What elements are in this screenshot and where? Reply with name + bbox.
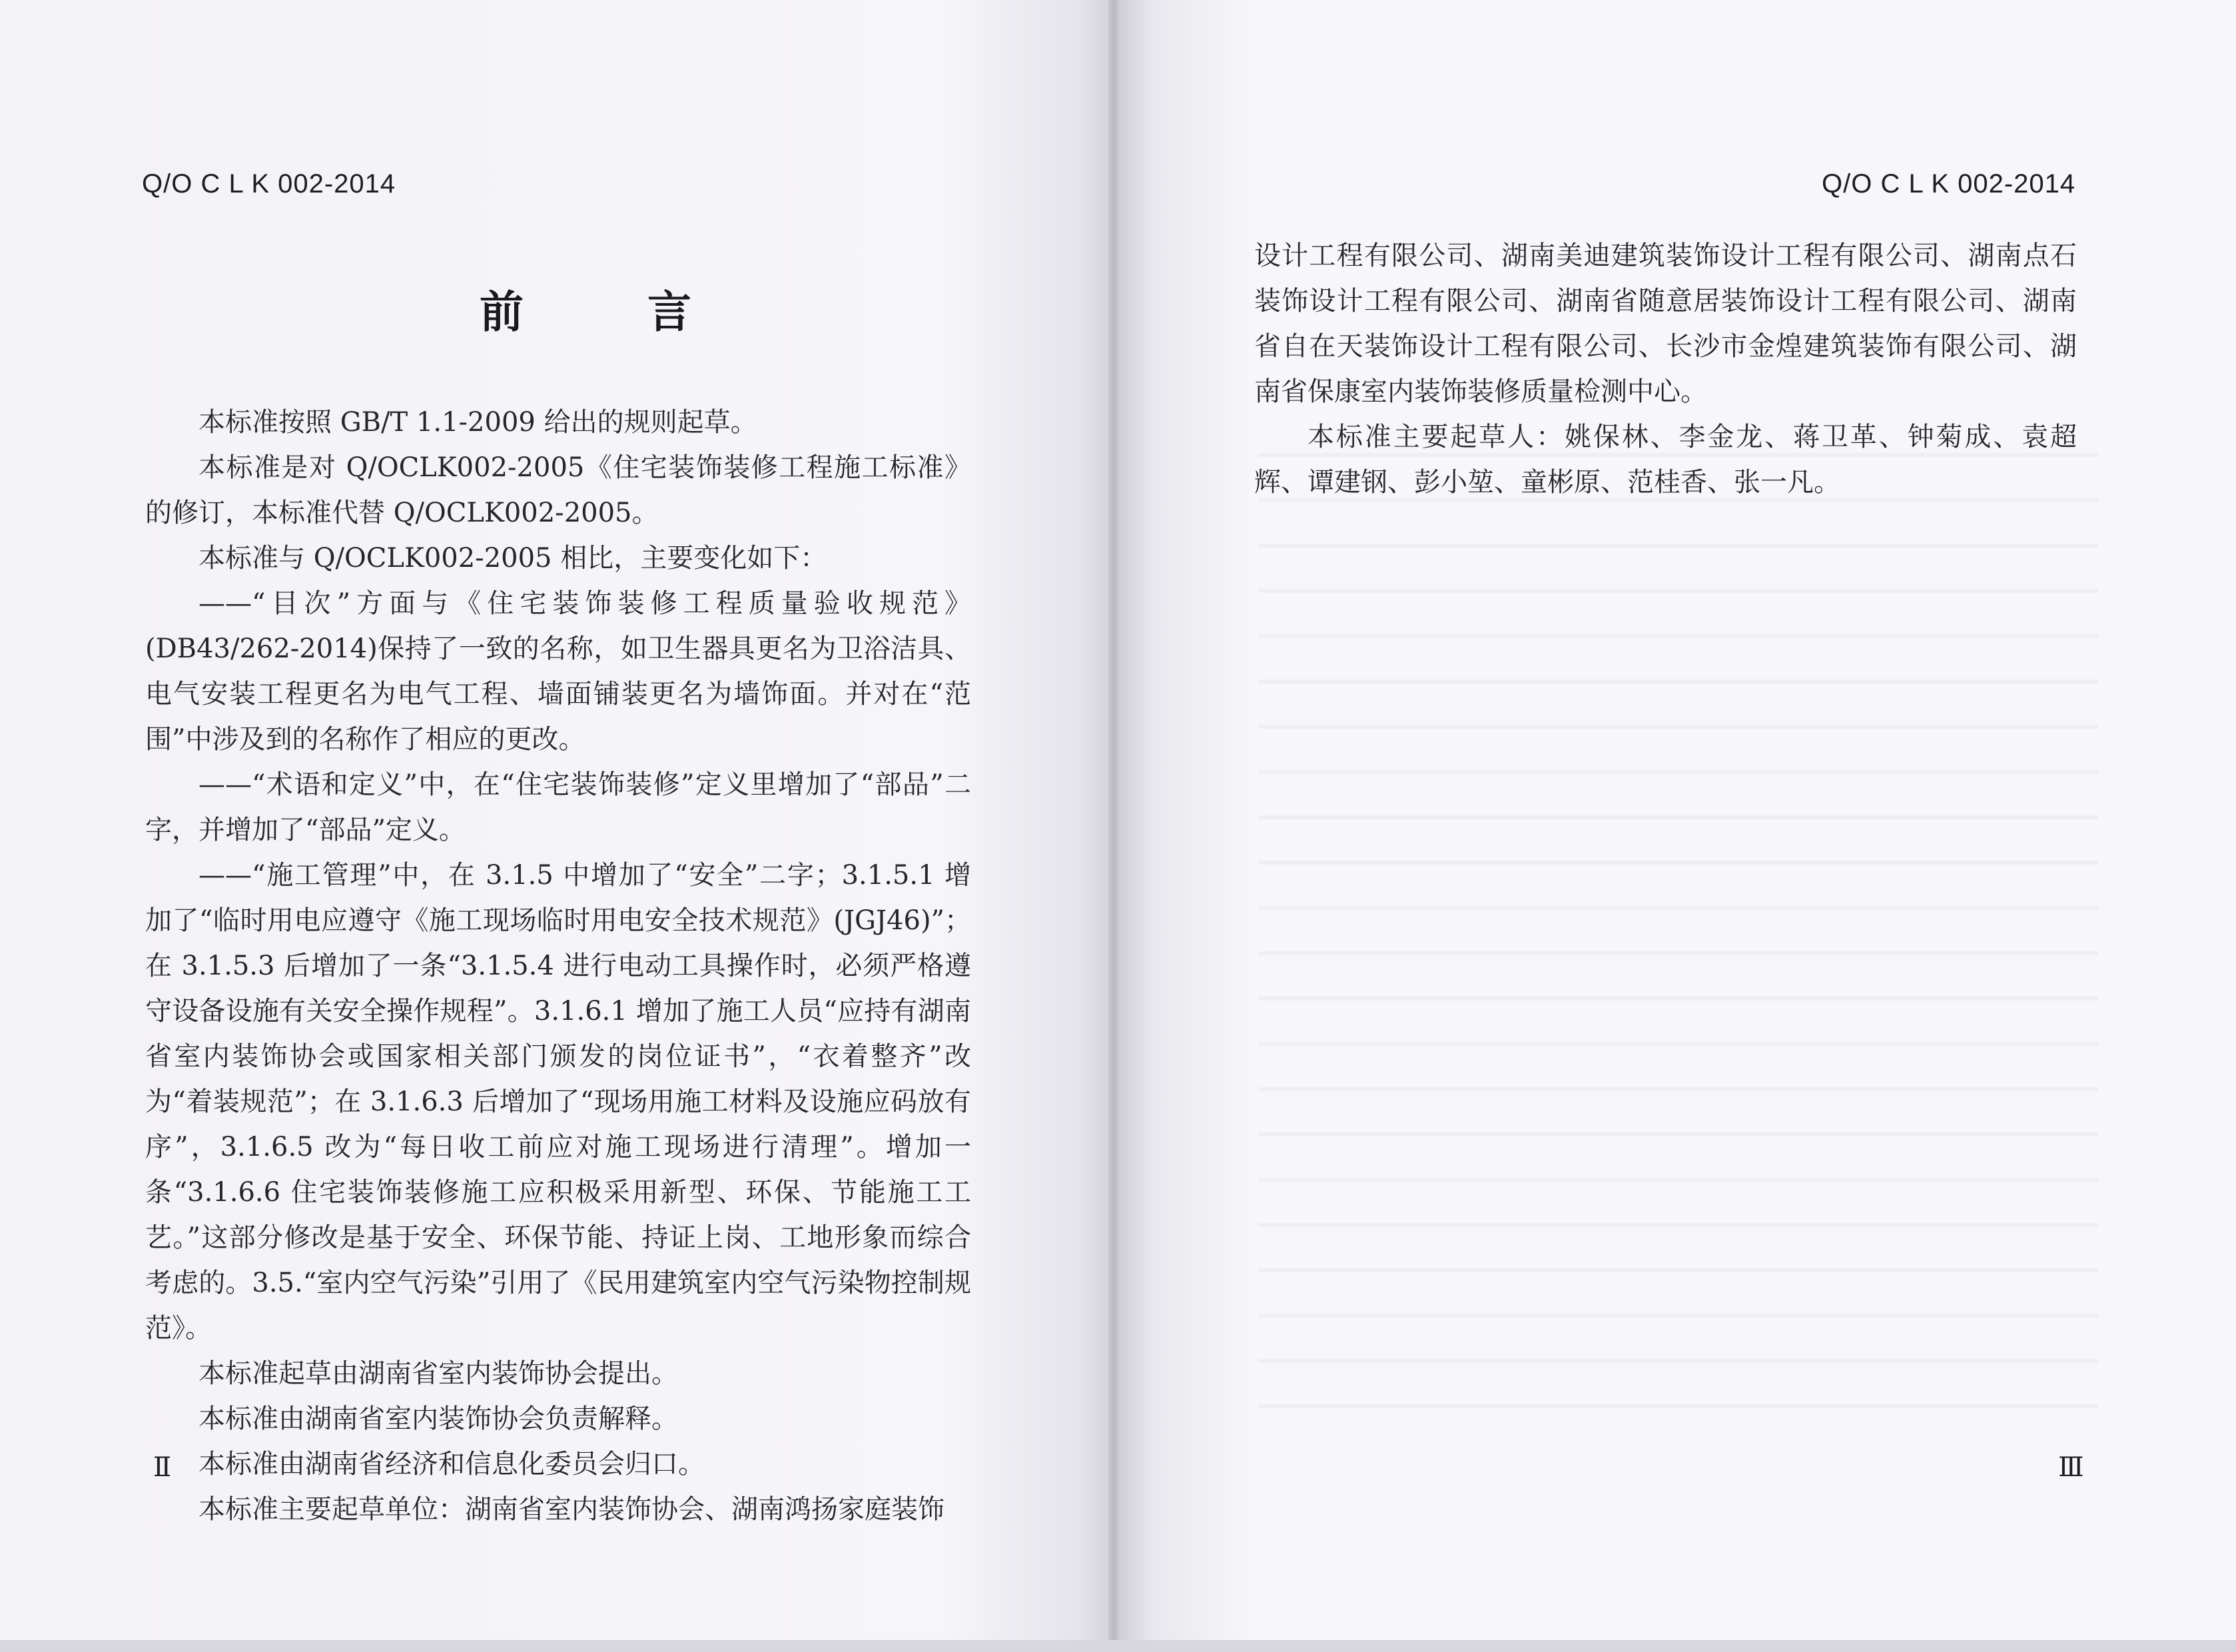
- left-page-header: Q/O C L K 002-2014: [142, 169, 396, 199]
- paragraph: 本标准起草由湖南省室内装饰协会提出。: [198, 1358, 678, 1389]
- paragraph: ——“术语和定义”中，在“住宅装饰装修”定义里增加了“部品”二字，并增加了“部品”定义。: [145, 769, 971, 845]
- paragraph: ——“施工管理”中，在 3.1.5 中增加了“安全”二字；3.1.5.1 增加了“临时用电应遵守《施工现场临时用电安全技术规范》(JGJ46)”；在 3.1.5.3 后增加了一条“3.1.5.4 进行电动工具操作时，必须严格遵守设备设施有关安全操作规程”。3.1.6.1 增加了施工人员“应持有湖南省室内装饰协会或国家相关部门颁发的岗位证书”，“衣着整齐”改为“着装规范”；在 3.1.6.3 后增加了“现场用施工材料及设施应码放有序”，3.1.6.5 改为“每日收工前应对施工现场进行清理”。增加一条“3.1.6.6 住宅装饰装修施工应积极采用新型、环保、节能施工工艺。”这部分修改是基于安全、环保节能、持证上岗、工地形象而综合考虑的。3.5.“室内空气污染”引用了《民用建筑室内空气污染物控制规范》。: [145, 860, 971, 1344]
- right-page-body: [1254, 233, 2077, 505]
- left-page: [0, 0, 1111, 1642]
- left-page-number: Ⅱ: [153, 1452, 172, 1483]
- paragraph: 本标准由湖南省经济和信息化委员会归口。: [198, 1449, 705, 1479]
- page-bottom-edge: [0, 1640, 2236, 1652]
- left-page-body: [145, 400, 971, 1532]
- paragraph: 本标准由湖南省室内装饰协会负责解释。: [198, 1404, 678, 1434]
- paragraph: 本标准按照 GB/T 1.1-2009 给出的规则起草。: [198, 407, 757, 438]
- paragraph: 本标准是对 Q/OCLK002-2005《住宅装饰装修工程施工标准》的修订，本标准代替 Q/OCLK002-2005。: [145, 452, 971, 528]
- page-title: 前 言: [480, 286, 731, 338]
- drafters-paragraph: 本标准主要起草人：姚保林、李金龙、蒋卫革、钟菊成、袁超辉、谭建钢、彭小堃、童彬原、范桂香、张一凡。: [1254, 422, 2077, 498]
- show-through-ghost-text: [1259, 453, 2098, 1419]
- right-page-header: Q/O C L K 002-2014: [1822, 169, 2076, 199]
- paragraph: 本标准与 Q/OCLK002-2005 相比，主要变化如下：: [198, 543, 827, 574]
- paragraph-continuation: 设计工程有限公司、湖南美迪建筑装饰设计工程有限公司、湖南点石装饰设计工程有限公司、湖南省随意居装饰设计工程有限公司、湖南省自在天装饰设计工程有限公司、长沙市金煌建筑装饰有限公司、湖南省保康室内装饰装修质量检测中心。: [1254, 240, 2077, 407]
- paragraph: 本标准主要起草单位：湖南省室内装饰协会、湖南鸿扬家庭装饰: [198, 1494, 944, 1525]
- right-page-number: Ⅲ: [2058, 1452, 2084, 1483]
- paragraph: ——“目次”方面与《住宅装饰装修工程质量验收规范》(DB43/262-2014)保持了一致的名称，如卫生器具更名为卫浴洁具、电气安装工程更名为电气工程、墙面铺装更名为墙饰面。并对在“范围”中涉及到的名称作了相应的更改。: [145, 588, 971, 755]
